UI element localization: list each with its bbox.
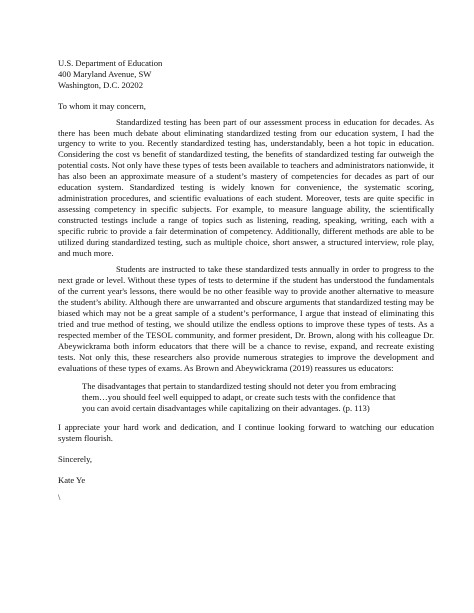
block-quote: The disadvantages that pertain to standardized testing should not deter you from embracing them…you should feel well equipped to adapt, or create such tests with the confidence that you can avoid certain disadvantages while capitalizing on their advantages. (p. 113) [82,381,397,414]
address-line-1: U.S. Department of Education [58,58,163,68]
body-paragraph-1: Standardized testing has been part of our assessment process in education for decades. As there has been much debate about eliminating standardized testing from our education system, I had the urgency to write to you. Recently standardized testing has, understandably, been a hot topic in education. Considering the cost vs benefit of standardized testing, the benefits of standardized testing far outweigh the potential costs. Not only have these types of tests been available to teachers and administrators nationwide, it has also been an approximate measure of a student’s mastery of competencies for decades as part of our education system. Standardized testing is widely known for convenience, the systematic scoring, administration procedures, and scientific evaluations of each student. Moreover, tests are quite specific in assessing competency in specific subjects. For example, to measure language ability, the scientifically constructed testings include a range of topics such as listening, reading, speaking, writing, each with a specific rubric to provide a fair determination of competency. Additionally, different methods are able to be utilized during standardized testing, such as multiple choice, short answer, a structured interview, role play, and much more. [58,116,434,258]
stray-backslash: \ [58,491,61,502]
closing-paragraph: I appreciate your hard work and dedication, and I continue looking forward to watching our education system flourish. [58,422,434,444]
address-line-2: 400 Maryland Avenue, SW [58,68,152,79]
body-paragraph-2: Students are instructed to take these standardized tests annually in order to progress to the next grade or level. Without these types of tests to determine if the student has understood the fundamentals of the current year's lessons, there would be no other feasible way to provide another alternative to measure the student’s ability. Although there are unwarranted and obscure arguments that standardized testing may be biased which may not be a great sample of a student’s performance, I argue that instead of eliminating this tried and true method of testing, we should utilize the endless options to improve these types of tests. As a respected member of the TESOL community, and former president, Dr. Brown, along with his colleague Dr. Abeywickrama both inform educators that there will be a chance to revise, expand, and recreate existing tests. Not only this, these researchers also provide numerous strategies to improve the development and evaluations of these types of exams. As Brown and Abeywickrama (2019) reassures us educators: [58,264,434,373]
signoff: Sincerely, [58,454,93,464]
salutation: To whom it may concern, [58,100,146,111]
signature-name: Kate Ye [58,474,86,485]
address-line-3: Washington, D.C. 20202 [58,79,144,90]
recipient-address [58,58,434,91]
